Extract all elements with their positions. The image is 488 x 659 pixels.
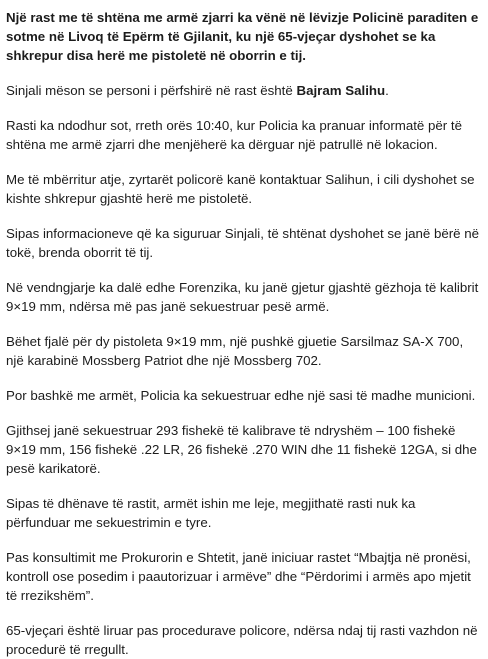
paragraph-text: Sinjali mëson se personi i përfshirë në rast është [6, 83, 297, 98]
paragraph-forensics: Në vendngjarje ka dalë edhe Forenzika, ku janë gjetur gjashtë gëzhoja të kalibrit 9×19 mm, ndërsa më pas janë sekuestruar pesë armë. [6, 280, 479, 314]
article-lead: Një rast me të shtëna me armë zjarri ka vënë në lëvizje Policinë paraditen e sotme në Livoq të Epërm të Gjilanit, ku një 65-vjeçar dyshohet se ka shkrepur disa herë me pistoletë në oborrin e tij. [6, 10, 479, 63]
paragraph-release: 65-vjeçari është liruar pas procedurave policore, ndërsa ndaj tij rasti vazhdon në procedurë të rregullt. [6, 623, 478, 657]
suspect-name: Bajram Salihu [296, 83, 386, 98]
paragraph-ammunition: Por bashkë me armët, Policia ka sekuestruar edhe një sasi të madhe municioni. [6, 388, 476, 403]
paragraph-shots-location: Sipas informacioneve që ka siguruar Sinjali, të shtënat dyshohet se janë bërë në tokë, brenda oborrit të tij. [6, 226, 480, 260]
paragraph-suspect-identity [6, 81, 482, 100]
paragraph-ammunition-details: Gjithsej janë sekuestruar 293 fishekë të kalibrave të ndryshëm – 100 fishekë 9×19 mm, 156 fishekë .22 LR, 26 fishekë .270 WIN dhe 11 fishekë 12GA, si dhe pesë karikatorë. [6, 423, 477, 476]
paragraph-charges: Pas konsultimit me Prokurorin e Shtetit, janë iniciuar rastet “Mbajtja në pronësi, kontroll ose posedim i paautorizuar i armëve” dhe “Përdorimi i armës apo mjetit të rrezikshëm”. [6, 550, 471, 603]
paragraph-weapons-list: Bëhet fjalë për dy pistoleta 9×19 mm, një pushkë gjuetie Sarsilmaz SA-X 700, një karabinë Mossberg Patriot dhe një Mossberg 702. [6, 334, 464, 368]
paragraph-text: . [385, 83, 389, 98]
paragraph-permits: Sipas të dhënave të rastit, armët ishin me leje, megjithatë rasti nuk ka përfunduar me sekuestrimin e tyre. [6, 496, 416, 530]
paragraph-incident-time: Rasti ka ndodhur sot, rreth orës 10:40, kur Policia ka pranuar informatë për të shtëna me armë zjarri dhe menjëherë ka dërguar një patrullë në lokacion. [6, 118, 463, 152]
paragraph-police-contact: Me të mbërritur atje, zyrtarët policorë kanë kontaktuar Salihun, i cili dyshohet se kishte shkrepur gjashtë herë me pistoletë. [6, 172, 475, 206]
